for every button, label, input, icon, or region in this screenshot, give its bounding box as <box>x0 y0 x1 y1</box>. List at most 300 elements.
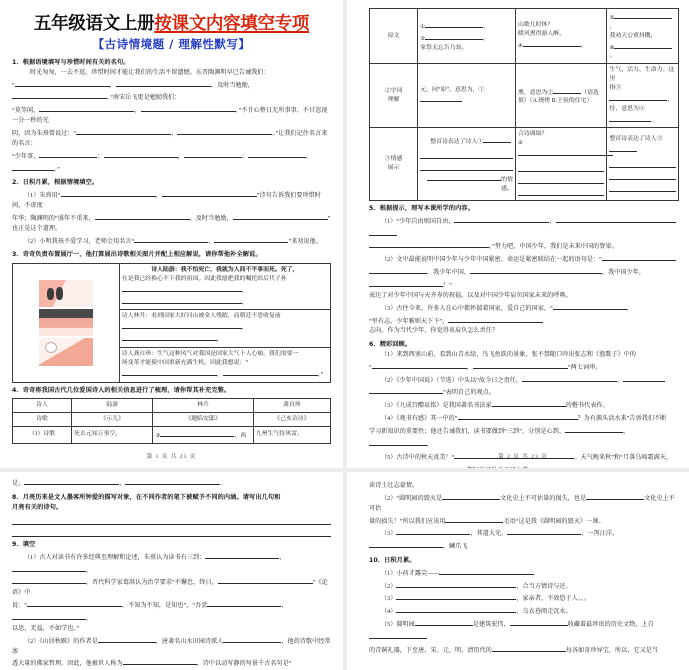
q5-line-4 <box>369 266 679 292</box>
q1-line-2 <box>12 79 331 105</box>
answer-blank[interactable] <box>369 464 464 468</box>
answer-blank[interactable] <box>522 374 617 382</box>
answer-blank[interactable] <box>125 477 220 485</box>
q1-l5-a: “少年事， <box>12 153 40 160</box>
q1-l3-b: ， <box>134 108 141 115</box>
answer-blank[interactable] <box>122 333 217 341</box>
q1-l5-e: ， <box>305 153 312 160</box>
answer-blank[interactable] <box>369 540 443 548</box>
q2-l2-b: 。及时当勉励， <box>189 215 233 222</box>
page-subtitle: 【古诗情境题 / 理解性默写】 <box>92 37 251 52</box>
td-word-meaning-2 <box>515 64 607 128</box>
q9-line-1 <box>12 551 331 577</box>
q5-l1-a: （1）“少年自由则国自由， <box>381 218 455 225</box>
q3-r2-text-1: 诗人林升：看到国家大好河山被金人残踏，而朝廷不思收复前 <box>121 313 281 320</box>
q6-l3-a: （2）《少年中国说》（节选）中头以“故今日之责任， <box>381 377 523 384</box>
q2-line-2 <box>12 212 331 225</box>
q9-l5-a: （2）《山居秋暝》的作者是 <box>24 638 98 645</box>
answer-blank[interactable] <box>518 174 605 184</box>
q9-l5-b: ，唐著名山水田园诗派人 <box>155 638 224 645</box>
q2-l2-a: 年华；陶渊明的“盛年不重来， <box>12 215 95 222</box>
q5-l7-a: ”里有志，少年雅则天下下”， <box>369 318 449 325</box>
answer-blank[interactable] <box>369 438 427 446</box>
td-row3-luyou: 死去元知万事空， <box>72 426 153 443</box>
answer-blank[interactable] <box>602 253 676 261</box>
q5-l4-a: ，我少年中国， <box>427 270 471 277</box>
answer-blank[interactable] <box>420 149 513 159</box>
q6-l4-a: ”表明自己的观点。 <box>443 390 495 397</box>
answer-blank[interactable] <box>27 599 122 607</box>
td-word-meaning-label: ②字词 理解 <box>370 64 418 128</box>
q1-l2-d: 。”南宋岳飞更是勉励我们： <box>107 95 181 102</box>
answer-blank[interactable] <box>396 605 516 613</box>
q9-l3-b: ，不知为不知，是知也”，“吾尝 <box>122 603 208 610</box>
answer-blank[interactable] <box>122 296 242 304</box>
answer-blank[interactable] <box>184 150 242 158</box>
td-poem-tilinandi: 《题临安邸》 <box>153 413 253 427</box>
answer-blank[interactable] <box>134 235 208 243</box>
line-2: 我劝天公重抖擞， <box>609 32 657 39</box>
answer-blank[interactable] <box>104 150 178 158</box>
td-original-luyou-line3: 家祭无忘告乃翁。 <box>420 44 468 51</box>
answer-blank[interactable] <box>483 135 511 143</box>
p4-l3-b: 毛语“这是我《圆明园的毁灭》一课。 <box>503 518 605 525</box>
td-poem-shier: 《示儿》 <box>72 413 153 427</box>
answer-blank[interactable] <box>420 94 462 102</box>
answer-blank[interactable] <box>248 150 306 158</box>
title-black-part: 五年级语文上册 <box>33 14 155 34</box>
p4-l4-c: ，一泻汪洋。 <box>581 531 619 538</box>
answer-blank[interactable] <box>553 86 581 94</box>
q5-line-3 <box>369 253 679 266</box>
table-row <box>370 128 679 201</box>
q2-l4-a: （2）小明我孩不爱学习，老师会用名言“ <box>24 238 135 245</box>
answer-blank[interactable] <box>609 158 676 168</box>
line-2: 暖风熏得游人醉， <box>517 31 566 38</box>
q9-l2-c: ”《论语》中 <box>12 580 328 597</box>
td-row3-label: （1）诗歌 <box>13 426 72 443</box>
q5-line-7 <box>369 315 679 328</box>
answer-blank[interactable] <box>518 186 605 196</box>
q1-line-4 <box>12 127 331 150</box>
q5-line-1 <box>369 215 679 241</box>
table-row <box>370 9 679 64</box>
q1-l2-b: ， <box>109 82 116 89</box>
q1-l5-c: ， <box>177 153 184 160</box>
q6-line-1: （1）来到西塞山前，看到山青水绿，鸟飞鱼跃的景象，张不禁随口吟出张志和《渔歌子》中的 <box>381 351 636 358</box>
table-row <box>13 263 331 309</box>
td-poem-label: 诗歌 <box>13 413 72 427</box>
answer-blank[interactable] <box>609 144 637 152</box>
p4-line-3 <box>369 515 679 528</box>
answer-blank[interactable] <box>492 644 566 652</box>
blank-marker: ⑤ <box>609 15 615 21</box>
text-c: 填）（A.烧烤 B.王侯的住宅） <box>517 98 593 105</box>
text: 元，同“原”。意思为，① <box>420 86 485 93</box>
text-a: 整首诗表达了诗人③ <box>609 135 663 142</box>
td-row3-linsheng <box>153 426 253 443</box>
q6-line-5 <box>369 399 679 412</box>
th-linsheng: 林升 <box>153 399 253 413</box>
answer-blank[interactable] <box>372 361 467 369</box>
q5-l6-b: ， <box>626 305 633 312</box>
title-red-part: 按课文内容填空专项 <box>154 14 310 34</box>
answer-blank[interactable] <box>12 564 86 572</box>
th-poet: 诗人 <box>13 399 72 413</box>
q2-l1-b: ， <box>155 193 162 200</box>
answer-blank[interactable] <box>454 215 549 223</box>
p4-l4-d: ，鳞爪飞 <box>443 544 468 551</box>
q2-line-1 <box>12 189 331 212</box>
text-a: 熏，意思为② <box>517 89 554 96</box>
answer-blank[interactable] <box>122 368 217 376</box>
question-8-heading-line2: 月亮有关的诗句。 <box>12 504 63 512</box>
p3-top-c: 。 <box>220 481 227 487</box>
q1-l5-f: 。” <box>54 166 60 173</box>
th-luyou: 陆游 <box>72 399 153 413</box>
q1-l4-c: 。”让我们记住名言来的名言： <box>12 131 328 147</box>
document-page-3[interactable] <box>0 472 343 670</box>
answer-blank[interactable] <box>448 315 543 323</box>
td-emotion-1 <box>418 128 516 201</box>
q3-r1-blank-line: ，。 <box>122 284 328 308</box>
answer-blank[interactable] <box>160 429 234 437</box>
q3-r2-blank-line: ，。 <box>122 321 328 345</box>
answer-blank[interactable] <box>223 368 318 376</box>
text-a: 合诗调取？ <box>517 131 548 138</box>
answer-blank[interactable] <box>369 386 443 394</box>
answer-blank[interactable] <box>12 163 54 171</box>
q10-l5-c: 收藏着最珍贵的历史文物，上自 <box>567 622 654 629</box>
answer-blank[interactable] <box>76 127 171 135</box>
q9-line-3 <box>12 599 331 625</box>
question-4-heading: 4．奇奇将我国古代几位爱国诗人的相关信息进行了梳理，请你帮其补充完整。 <box>12 386 231 394</box>
q1-l3-c: 。”不甘心整日无所事事、不甘忽视一分一秒的光 <box>12 108 328 125</box>
answer-blank[interactable] <box>122 284 242 292</box>
answer-blank[interactable] <box>523 39 581 47</box>
answer-blank[interactable] <box>39 104 134 112</box>
answer-blank[interactable] <box>39 150 97 158</box>
answer-blank[interactable] <box>458 412 578 420</box>
q1-l4-a: 阴，因为朱熹曾说过：“ <box>12 131 77 138</box>
td-original-luyou: ① ， ② 。 家祭无忘告乃翁。 <box>418 9 516 64</box>
q5-l2-b: 。”努力吧，中国少年，我们是未来中国的脊梁。 <box>489 244 618 251</box>
answer-blank[interactable] <box>123 657 197 665</box>
q1-l5-b: ； <box>97 153 104 160</box>
answer-blank[interactable] <box>492 399 566 407</box>
answer-blank[interactable] <box>439 567 534 575</box>
answer-blank[interactable] <box>223 635 281 643</box>
answer-blank[interactable] <box>609 182 676 192</box>
answer-blank[interactable] <box>427 173 501 181</box>
p4-l2-a: （2）“圆明园的毁灭是 <box>381 495 443 502</box>
q10-line-5 <box>369 618 679 644</box>
text-b: （请选 <box>581 89 599 96</box>
q2-l1-a: （1）朱熹用“ <box>24 193 61 200</box>
q5-l4-d: ！” <box>443 282 452 289</box>
answer-blank[interactable] <box>415 618 473 626</box>
q10-l5-b: 是建筑宏伟， <box>472 622 510 629</box>
q1-l3-a: “莫等闲， <box>12 108 40 115</box>
answer-blank[interactable] <box>61 189 156 197</box>
q5-line-5: 表达了对少年中国与天齐寿的祝福，以及对中国少年肩负国家未来的呼唤。 <box>369 292 572 299</box>
line-1: 山歌几时休？ <box>517 22 554 29</box>
answer-blank[interactable] <box>442 492 500 500</box>
q9-l5-c: ，他的诗歌中经常渗 <box>12 638 331 655</box>
table-row <box>13 413 331 427</box>
illustration-panel-top <box>39 280 93 307</box>
text-a: 生气、活力、生命力。这里 <box>609 67 675 83</box>
document-page-1[interactable] <box>0 0 343 468</box>
answer-blank[interactable] <box>425 32 483 40</box>
answer-blank[interactable] <box>122 321 242 329</box>
answer-blank[interactable] <box>369 240 489 248</box>
poem-illustration-cell <box>13 263 120 382</box>
text-a: 整首诗表达了诗人① <box>430 138 484 145</box>
q6-l2-c: ”两七词串。 <box>567 364 602 371</box>
answer-blank[interactable] <box>12 91 107 99</box>
answer-blank[interactable] <box>553 302 627 310</box>
answer-blank[interactable] <box>12 527 331 537</box>
blank-marker: ③ <box>155 432 161 439</box>
q3-r3-text-2: 场变革才能使中国重新充满生机，因此我想说：“ <box>121 359 249 366</box>
answer-blank[interactable] <box>98 635 156 643</box>
text-b: 指③ <box>609 85 622 92</box>
answer-blank[interactable] <box>24 477 119 485</box>
answer-blank[interactable] <box>369 228 397 236</box>
answer-blank[interactable] <box>623 374 665 382</box>
answer-blank[interactable] <box>396 580 516 588</box>
q2-l4-b: ， <box>208 238 215 245</box>
answer-blank[interactable] <box>420 161 513 171</box>
blank-marker: ② <box>517 140 523 147</box>
q9-line-4: 以思，无益，不如学也。” <box>12 625 80 632</box>
blank-marker: ④ <box>517 43 523 50</box>
p4-line-4 <box>369 527 679 553</box>
answer-blank[interactable] <box>425 20 483 28</box>
answer-blank[interactable] <box>214 235 288 243</box>
poem-explain-cell-3 <box>119 348 330 383</box>
answer-blank[interactable] <box>470 266 544 274</box>
p4-top-line: 读诗土壮志豪情。 <box>369 483 419 489</box>
q9-l3-c: ， <box>281 603 288 610</box>
answer-blank[interactable] <box>396 592 516 600</box>
q10-l4-b: ，乌衣巷阅走沉水。 <box>516 609 572 616</box>
question-8-heading-line1: 8．月亮历来是文人墨客所钟爱的描写对象，在不同作者的笔下被赋予不同的内涵。请写出几句和 <box>12 493 281 501</box>
illustration-panel-middle <box>39 309 93 336</box>
q6-l3-b: ， <box>617 377 624 384</box>
q3-r3-sep: ， <box>216 371 223 378</box>
answer-blank[interactable] <box>141 104 236 112</box>
table-header-row <box>13 399 331 413</box>
q10-l6-a: 的青铜礼器，下至唐、宋、元、明、清历代的 <box>369 647 492 654</box>
q10-l2-b: ，合当方情诗与还。 <box>516 583 572 590</box>
question-3-heading: 3．奇奇负责布置展厅一，他打算展出诗歌相关图片并配上相应解说，请你帮他补全解说。 <box>12 251 262 259</box>
answer-blank[interactable] <box>15 79 110 87</box>
q9-l2-b: 。晋代科学家葛洪认为治学要求“不懈怠，终日， <box>86 580 218 587</box>
q3-r3-text-1: 诗人龚自珍：生气这种风气对我国是国家大气十人心痛。我们需要一 <box>121 351 299 357</box>
answer-blank[interactable] <box>396 527 470 535</box>
answer-blank[interactable] <box>518 162 605 172</box>
illustration-panel-bottom <box>39 338 93 365</box>
answer-blank[interactable] <box>12 576 86 584</box>
answer-blank[interactable] <box>609 114 651 122</box>
q6-l7-b: 、 <box>622 429 630 435</box>
poetry-illustration <box>39 280 93 366</box>
table-row <box>370 64 679 128</box>
p3-top-b: ， <box>119 481 126 487</box>
question-1-heading: 1．根据语境填写与珍惜时间有关的名句。 <box>12 59 130 67</box>
page-footer: 第 2 页 共 23 页 <box>498 454 548 460</box>
question-5-heading: 5．根据提示，理写本课所学的内容。 <box>369 205 475 213</box>
td-original-label: 原文 <box>370 9 418 64</box>
question-4-table <box>12 398 331 444</box>
q6-line-4 <box>369 386 679 399</box>
answer-blank[interactable] <box>473 361 568 369</box>
td-emotion-3 <box>607 128 679 201</box>
answer-blank[interactable] <box>207 599 281 607</box>
th-gongzizhen: 龚自珍 <box>253 399 330 413</box>
q5-line-6 <box>369 302 679 315</box>
answer-blank[interactable] <box>565 425 623 433</box>
answer-blank[interactable] <box>609 93 667 101</box>
answer-blank[interactable] <box>177 127 272 135</box>
q6-line-7 <box>369 425 679 451</box>
text-d: 恃，意思为④ <box>609 105 645 112</box>
question-10-heading: 10．日积月累。 <box>369 557 416 565</box>
page-title <box>12 14 331 34</box>
q5-l6-a: （3）古往今来，许多人在心中都怀揣着国家，爱自己的国家，“ <box>381 305 553 312</box>
answer-blank[interactable] <box>518 148 613 156</box>
q3-r3-end: 。” <box>317 371 324 378</box>
q5-l3-a: （2）文中最能说明中国少年与少年中国紧密、命运是紧密联结在一起的语句是：“ <box>381 257 602 264</box>
q10-l2-a: （2） <box>381 583 397 590</box>
q10-line-2 <box>369 580 679 593</box>
table-row <box>13 426 331 443</box>
answer-blank[interactable] <box>12 515 331 525</box>
q6-l8-b: 。天气晚来秋”和“月落乌啼霜满天， <box>574 454 673 461</box>
q9-line-6 <box>12 657 331 670</box>
q6-line-9 <box>369 464 679 468</box>
q10-l6-b: 每各如奇珍异宝，所以，它又是当 <box>565 647 659 654</box>
q10-l3-b: ，家亲者，不效恐于人。、。 <box>516 596 591 603</box>
q9-l1-c: ， <box>86 567 93 574</box>
q10-l5-a: （5）圆明园 <box>381 622 415 629</box>
q2-line-3: 也正是这个道理。 <box>12 225 62 232</box>
q1-l2-a: “ <box>12 82 15 89</box>
answer-blank[interactable] <box>95 212 190 220</box>
p3-top-a: 是， <box>12 481 25 487</box>
answer-blank[interactable] <box>205 551 279 559</box>
text-tail: 的情感。 <box>501 176 513 192</box>
q6-l5-a: （3）《九成宫醴泉铭》是我国著名书法家 <box>381 403 492 410</box>
q3-r1-text-1: 诗人陆游：我不怕死亡，我就为人间不平事而死。死了， <box>151 266 299 273</box>
q6-l6-a: （4）《观书有感》其一中的“ <box>381 416 458 423</box>
q6-l7: 学习新知识的重要性；他还告诫我们，读书要做到“三到”，分别是心到、 <box>369 429 565 435</box>
answer-blank[interactable] <box>369 279 443 287</box>
p4-l2-c: 文化史上不可估 <box>369 495 675 512</box>
p4-l4-a: （3） <box>381 531 397 538</box>
q6-l2-a: “ <box>369 364 372 371</box>
answer-blank[interactable] <box>233 212 328 220</box>
blank-marker: ⑥ <box>609 44 615 51</box>
td-row3-gongzizhen: 九州生气恃风雷。 <box>253 426 330 443</box>
q9-l6-b: ，诗中以动写静的写景千古名句是“ <box>196 661 292 668</box>
q5-l1-b: ， <box>549 218 556 225</box>
q2-l1-c: ”诗句告诉我们要珍惜时间，不虚度 <box>12 193 321 209</box>
p4-line-2 <box>369 492 679 515</box>
q2-line-4 <box>12 235 331 248</box>
answer-blank[interactable] <box>510 618 568 626</box>
poem-explain-cell-1 <box>119 263 330 309</box>
answer-blank[interactable] <box>218 576 313 584</box>
q9-line-2 <box>12 576 331 599</box>
answer-blank[interactable] <box>609 170 676 180</box>
q5-line-8: 志向。作为当代少年，你觉得该肩负怎么责任？ <box>369 328 499 335</box>
q10-line-4 <box>369 605 679 618</box>
q6-line-2 <box>369 361 679 374</box>
answer-blank[interactable] <box>544 266 602 274</box>
question-9-heading: 9．填空 <box>12 541 36 549</box>
answer-blank[interactable] <box>12 612 86 620</box>
q6-l8-a: （5）古诗中的秋天真美！“ <box>381 454 455 461</box>
answer-blank[interactable] <box>614 11 672 19</box>
answer-blank[interactable] <box>445 515 503 523</box>
p4-l2-b: 文化史上不可估量的损失，也是 <box>500 495 587 502</box>
q6-l2-b: ， <box>466 364 473 371</box>
q6-l6-b: ？为有源头活水来”告诉我们不断 <box>577 416 667 423</box>
td-original-gongzizhen: ⑤， 我劝天公重抖擞， ⑥。 <box>607 9 679 64</box>
q9-l1-b: ， <box>279 554 286 561</box>
td-word-meaning-3: 生气、活力、生命力。这里 指③， 恃，意思为④。 <box>607 64 679 128</box>
answer-blank[interactable] <box>369 266 427 274</box>
question-6-heading: 6．精彩回顾。 <box>369 341 412 349</box>
p4-l4-b: ，其道大光。 <box>470 531 508 538</box>
p3-top-line <box>12 477 331 490</box>
q6-line-3 <box>369 374 679 387</box>
page2-poem-table <box>369 8 679 201</box>
q9-l6-a: 透大量的佛家哲理。因此，他被世人称为 <box>12 661 123 668</box>
q10-l3-a: （3） <box>381 596 397 603</box>
answer-blank[interactable] <box>586 492 644 500</box>
answer-blank[interactable] <box>556 215 676 223</box>
q10-line-1 <box>369 567 679 580</box>
answer-blank[interactable] <box>507 527 581 535</box>
q10-l1-a: （1）小荷才露尖—— <box>381 570 440 577</box>
q9-line-5 <box>12 635 331 658</box>
document-page-4[interactable] <box>347 472 689 670</box>
q9-l1-a: （1）古人对读书有许多经典至理解和论述，朱熹认为读书有三到： <box>24 554 206 561</box>
q1-line-1: 时光匆匆，一去不返。珍惜时间才能让我们的生活不留遗憾。东晋陶渊明早已告诫我们： <box>30 69 270 76</box>
answer-blank[interactable] <box>614 41 672 49</box>
q1-line-5 <box>12 150 331 176</box>
answer-blank[interactable] <box>162 189 257 197</box>
q5-line-2 <box>369 240 679 253</box>
q5-l4-c: ，我中国少年， <box>602 270 646 277</box>
td-emotion-label: ③情感 展示 <box>370 128 418 201</box>
q1-l4-b: ， <box>171 131 178 138</box>
q6-line-6 <box>369 412 679 425</box>
poem-explain-cell-2 <box>119 310 330 348</box>
q6-l7-c: 。 <box>427 441 434 448</box>
document-page-2[interactable] <box>347 0 689 468</box>
page-footer: 第 1 页 共 23 页 <box>146 454 197 460</box>
q2-l4-c: ”来劝说他。 <box>288 238 322 245</box>
q10-line-3 <box>369 592 679 605</box>
q10-l4-a: （4） <box>381 609 397 616</box>
answer-blank[interactable] <box>116 79 211 87</box>
answer-blank[interactable] <box>369 631 427 639</box>
